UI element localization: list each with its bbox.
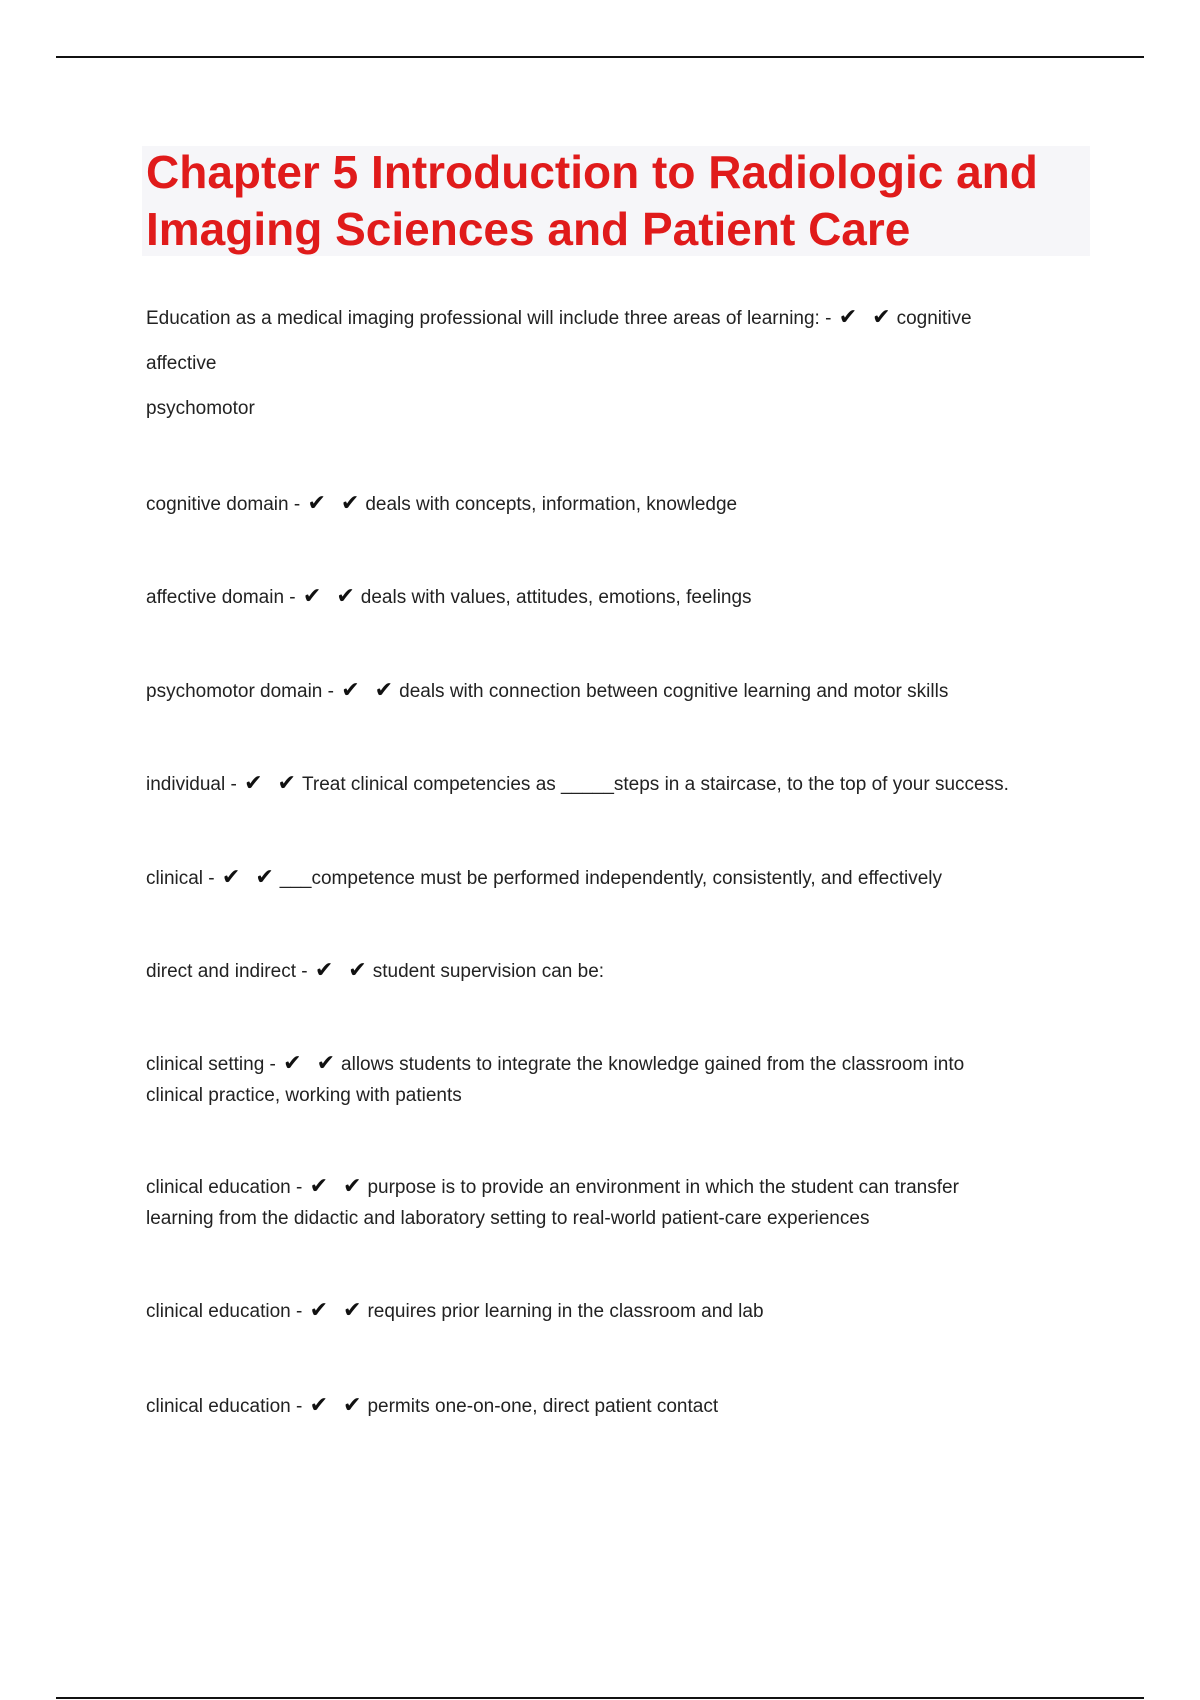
flashcard-entry bbox=[146, 768, 1086, 800]
double-check-icon: ✔ ✔ bbox=[244, 771, 300, 796]
title-line-2: Imaging Sciences and Patient Care bbox=[146, 203, 911, 255]
entry-term: clinical setting - bbox=[146, 1054, 276, 1075]
entry-term: direct and indirect - bbox=[146, 961, 308, 982]
double-check-icon: ✔ ✔ bbox=[307, 491, 364, 516]
entry-line bbox=[146, 675, 1086, 707]
flashcard-entry bbox=[146, 1390, 1086, 1422]
entry-definition: requires prior learning in the classroom and lab bbox=[367, 1301, 764, 1322]
entry-extra-line: affective bbox=[146, 353, 217, 374]
entry-term: clinical education - bbox=[146, 1396, 303, 1417]
entry-definition: deals with concepts, information, knowledge bbox=[365, 494, 738, 515]
page-title bbox=[146, 144, 1086, 258]
double-check-icon: ✔ ✔ bbox=[838, 305, 895, 330]
entry-line bbox=[146, 488, 1086, 520]
entry-definition: deals with connection between cognitive learning and motor skills bbox=[399, 681, 949, 702]
double-check-icon: ✔ ✔ bbox=[341, 678, 398, 703]
entry-term: cognitive domain - bbox=[146, 494, 301, 515]
flashcard-entry bbox=[146, 955, 1086, 987]
entry-line bbox=[146, 302, 1086, 334]
double-check-icon: ✔ ✔ bbox=[302, 584, 359, 609]
flashcard-entry bbox=[146, 488, 1086, 520]
entry-line bbox=[146, 1171, 1086, 1203]
entry-definition: cognitive bbox=[896, 308, 972, 329]
entry-extra-line: psychomotor bbox=[146, 398, 255, 419]
header-rule bbox=[56, 56, 1144, 58]
double-check-icon: ✔ ✔ bbox=[283, 1051, 340, 1076]
footer-rule bbox=[56, 1697, 1144, 1699]
entry-line bbox=[146, 955, 1086, 987]
title-line-1: Chapter 5 Introduction to Radiologic and bbox=[146, 146, 1038, 198]
entry-line bbox=[146, 1390, 1086, 1422]
double-check-icon: ✔ ✔ bbox=[221, 865, 278, 890]
entry-term: clinical education - bbox=[146, 1177, 303, 1198]
entry-term: clinical - bbox=[146, 868, 215, 889]
entry-term: Education as a medical imaging professional will include three areas of learning: - bbox=[146, 308, 832, 329]
double-check-icon: ✔ ✔ bbox=[309, 1393, 366, 1418]
entry-definition: student supervision can be: bbox=[372, 961, 605, 982]
flashcard-entry bbox=[146, 1048, 1086, 1111]
entry-definition: purpose is to provide an environment in which the student can transfer bbox=[367, 1177, 959, 1198]
double-check-icon: ✔ ✔ bbox=[314, 958, 371, 983]
entry-continuation: learning from the didactic and laboratory setting to real-world patient-care experiences bbox=[146, 1208, 870, 1229]
entry-term: affective domain - bbox=[146, 587, 296, 608]
entry-definition: deals with values, attitudes, emotions, feelings bbox=[360, 587, 752, 608]
entry-definition: permits one-on-one, direct patient contact bbox=[367, 1396, 719, 1417]
flashcard-entry bbox=[146, 581, 1086, 613]
flashcard-entry bbox=[146, 862, 1086, 894]
entry-term: individual - bbox=[146, 774, 237, 795]
flashcard-entry bbox=[146, 302, 1086, 424]
entry-continuation: clinical practice, working with patients bbox=[146, 1085, 462, 1106]
entry-line bbox=[146, 1295, 1086, 1327]
entry-definition: allows students to integrate the knowledge gained from the classroom into bbox=[341, 1054, 965, 1075]
entry-definition: ___competence must be performed independently, consistently, and effectively bbox=[279, 868, 943, 889]
entry-term: clinical education - bbox=[146, 1301, 303, 1322]
entry-line bbox=[146, 862, 1086, 894]
flashcard-entry bbox=[146, 1171, 1086, 1234]
flashcard-entry bbox=[146, 1295, 1086, 1327]
flashcard-entry bbox=[146, 675, 1086, 707]
double-check-icon: ✔ ✔ bbox=[309, 1174, 366, 1199]
double-check-icon: ✔ ✔ bbox=[309, 1298, 366, 1323]
entry-line bbox=[146, 768, 1086, 800]
entry-definition: Treat clinical competencies as _____steps in a staircase, to the top of your success. bbox=[301, 774, 1009, 795]
entry-term: psychomotor domain - bbox=[146, 681, 334, 702]
entry-line bbox=[146, 1048, 1086, 1080]
entry-line bbox=[146, 581, 1086, 613]
